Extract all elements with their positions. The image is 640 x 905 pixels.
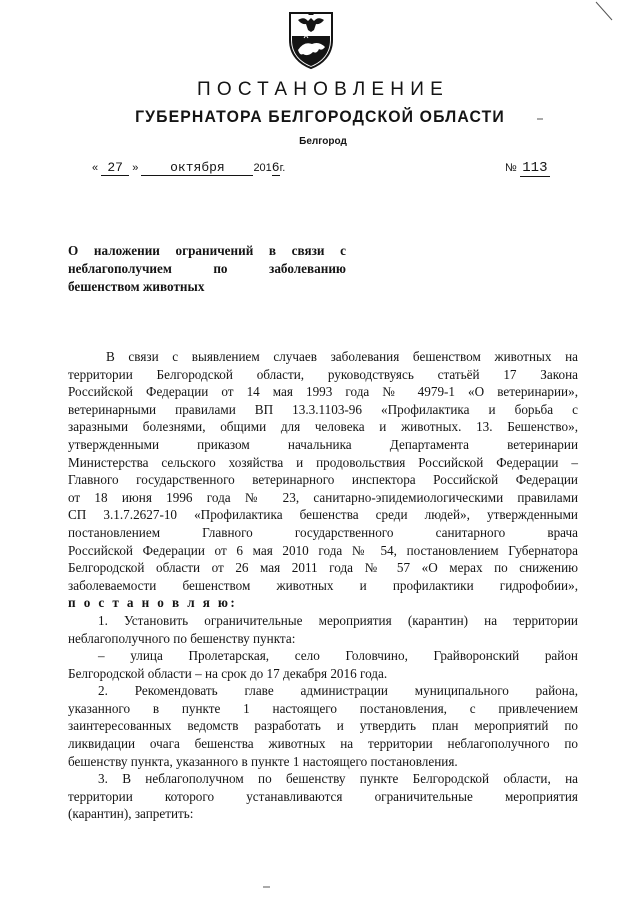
body-line: Российской Федерации от 14 мая 1993 года № 4979-1 «О ветеринарии», xyxy=(68,384,578,400)
body-line: 3. В неблагополучном по бешенству пункте Белгородской области, на xyxy=(98,771,578,787)
document-date xyxy=(92,160,285,176)
subject-line: неблагополучием по заболеванию xyxy=(68,261,346,276)
body-line: территории Белгородской области, руководствуясь статьёй 17 Закона xyxy=(68,366,578,382)
document-number xyxy=(505,160,550,177)
scan-mark xyxy=(588,0,618,22)
item-1-subitem xyxy=(68,647,578,682)
date-day: 27 xyxy=(101,160,129,176)
document-type-title: ПОСТАНОВЛЕНИЕ xyxy=(197,79,449,100)
body-line: утвержденными приказом начальника Департамента ветеринарии xyxy=(68,436,578,452)
coat-of-arms-emblem xyxy=(286,10,336,70)
body-line: Министерства сельского хозяйства и продовольствия Российской Федерации – xyxy=(68,454,578,470)
resolution-body xyxy=(68,348,578,823)
body-line: ветеринарными правилами ВП 13.3.1103-96 «Профилактика и борьба с xyxy=(68,401,578,417)
body-line: указанного в пункте 1 настоящего постановления, с привлечением xyxy=(68,700,578,716)
body-line: Российской Федерации от 6 мая 2010 года № 54, постановлением Губернатора xyxy=(68,542,578,558)
date-year-suffix: г. xyxy=(279,162,286,174)
body-line: заразными болезнями, общими для человека и животных. 13. Бешенство», xyxy=(68,419,578,435)
body-line: неблагополучного по бешенству пункта: xyxy=(68,630,296,646)
resolve-word: п о с т а н о в л я ю: xyxy=(68,595,238,611)
body-line: Белгородской области – на срок до 17 декабря 2016 года. xyxy=(68,665,388,681)
body-line: В связи с выявлением случаев заболевания бешенством животных на xyxy=(106,349,578,364)
body-line: заинтересованных ведомств разработать и утвердить план мероприятий по xyxy=(68,718,578,734)
body-line: Белгородской области от 26 мая 2011 года № 57 «О мерах по снижению xyxy=(68,560,578,576)
date-year-prefix: 201 xyxy=(253,162,272,174)
item-2 xyxy=(68,682,578,770)
scan-speck xyxy=(536,116,546,122)
body-line: от 18 июня 1996 года № 23, санитарно-эпидемиологическими правилами xyxy=(68,489,578,505)
body-line: ликвидации очага бешенства животных на территории неблагополучного по xyxy=(68,736,578,752)
body-line: территории которого устанавливаются ограничительные мероприятия xyxy=(68,788,578,804)
date-month: октября xyxy=(141,160,253,176)
body-line: Главного государственного ветеринарного инспектора Российской Федерации xyxy=(68,472,578,488)
date-close-quote: » xyxy=(132,162,139,174)
number-value: 113 xyxy=(520,160,550,177)
subject-line: О наложении ограничений в связи с xyxy=(68,243,346,258)
item-1 xyxy=(68,612,578,647)
item-3 xyxy=(68,770,578,823)
number-label: № xyxy=(505,162,517,174)
preamble-paragraph xyxy=(68,348,578,594)
body-line: 1. Установить ограничительные мероприятия (карантин) на территории xyxy=(98,612,578,628)
body-line: бешенству пункта, указанного в пункте 1 настоящего постановления. xyxy=(68,753,458,769)
city-name: Белгород xyxy=(299,136,347,147)
subject-line: бешенством животных xyxy=(68,279,205,294)
body-line: (карантин), запретить: xyxy=(68,806,194,822)
date-year-digit: 6 xyxy=(271,160,280,175)
date-open-quote: « xyxy=(92,162,99,174)
body-line: – улица Пролетарская, село Головчино, Грайворонский район xyxy=(98,648,578,664)
issuer-title: ГУБЕРНАТОРА БЕЛГОРОДСКОЙ ОБЛАСТИ xyxy=(135,107,505,126)
scan-speck xyxy=(262,884,272,890)
body-line: СП 3.1.7.2627-10 «Профилактика бешенства среди людей», утвержденными xyxy=(68,507,578,523)
body-line: постановлением Главного государственного санитарного врача xyxy=(68,524,578,540)
body-line: 2. Рекомендовать главе администрации муниципального района, xyxy=(98,683,578,699)
body-line: заболеваемости бешенством животных и профилактики гидрофобии», xyxy=(68,577,578,593)
resolution-subject xyxy=(68,242,346,296)
